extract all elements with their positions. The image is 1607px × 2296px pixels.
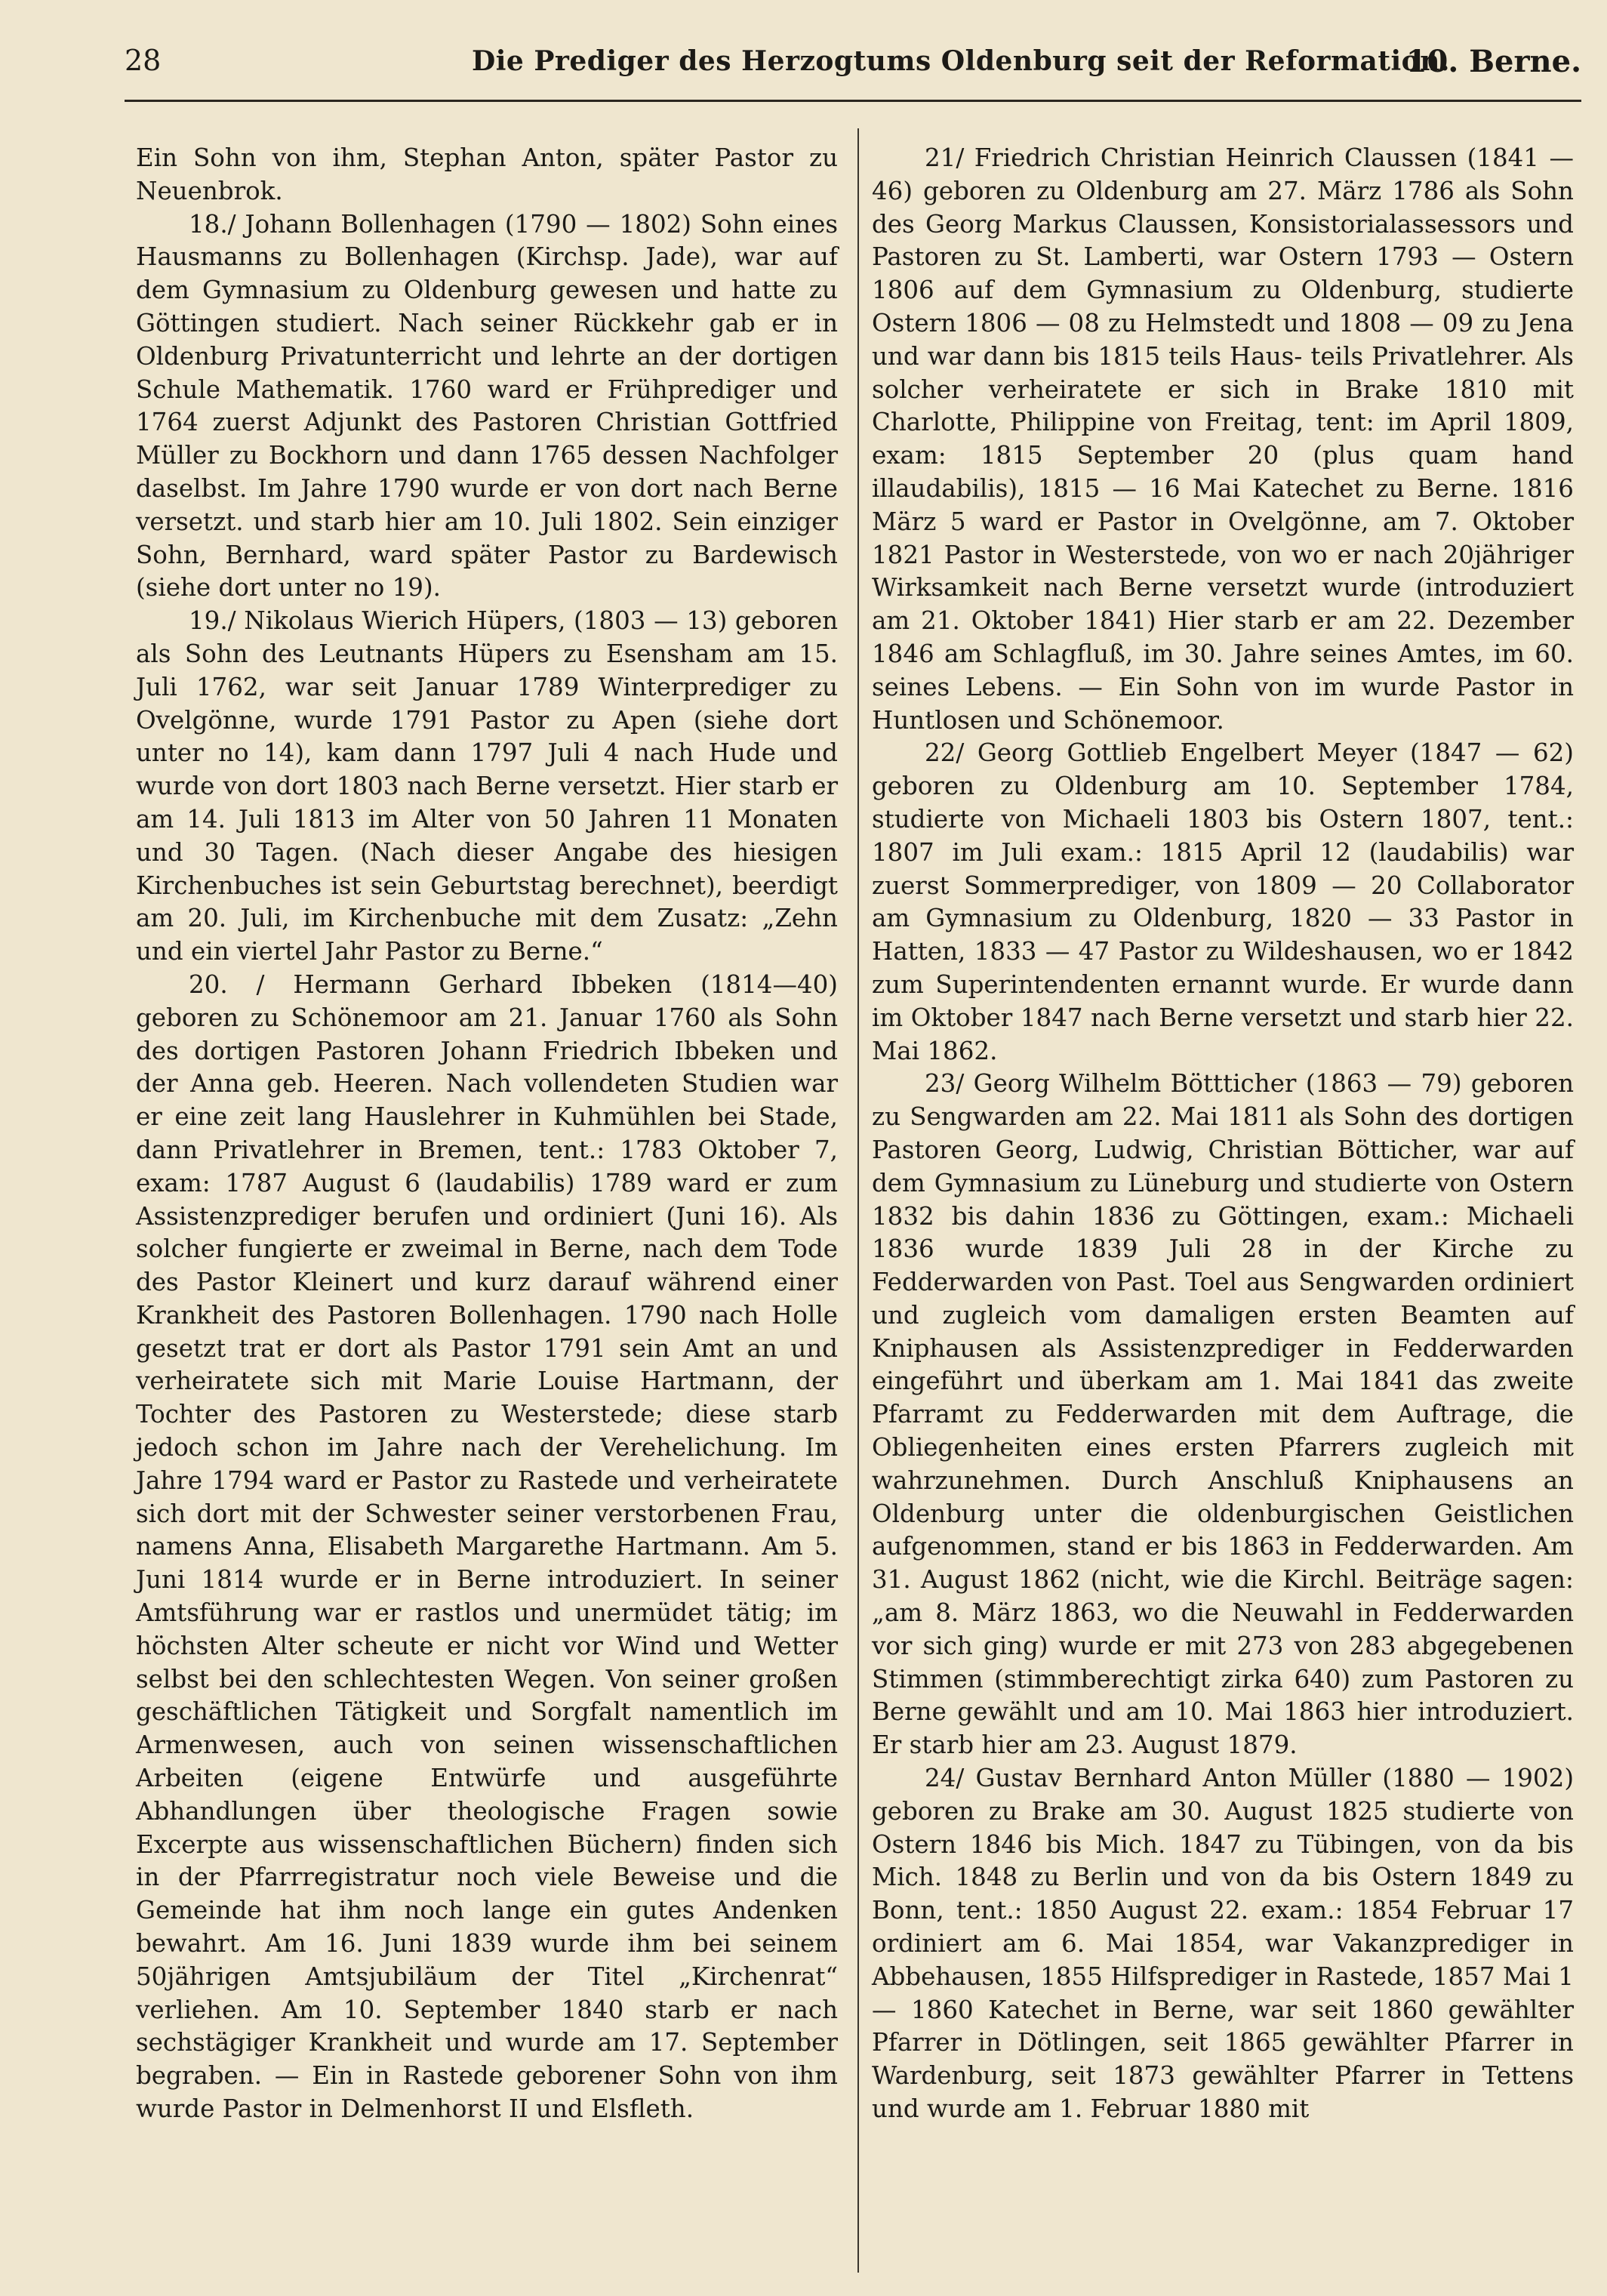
entry-22-meyer: 22/ Georg Gottlieb Engelbert Meyer (1847 — 62) geboren zu Oldenburg am 10. September 1784, studierte von Michaeli 1803 bis Ostern 1807, tent.: 1807 im Juli exam.: 1815 April 12 (laudabilis) war zuerst Sommerprediger, von 1809 — 20 Collaborator am Gymnasium zu Oldenburg, 1820 — 33 Pastor in Hatten, 1833 — 47 Pastor zu Wildeshausen, wo er 1842 zum Superintendenten ernannt wurde. Er wurde dann im Oktober 1847 nach Berne versetzt und starb hier 22. Mai 1862. <box>872 738 1574 1065</box>
running-title: Die Prediger des Herzogtums Oldenburg seit der Reformation. <box>472 45 1450 77</box>
header-rule <box>125 100 1581 102</box>
column-divider <box>857 128 859 2273</box>
paragraph-intro: Ein Sohn von ihm, Stephan Anton, später Pastor zu Neuenbrok. <box>136 143 838 205</box>
entry-23-boetticher: 23/ Georg Wilhelm Böttticher (1863 — 79) geboren zu Sengwarden am 22. Mai 1811 als Sohn des dortigen Pastoren Georg, Ludwig, Christian Bötticher, war auf dem Gymnasium zu Lüneburg und studierte von Ostern 1832 bis dahin 1836 zu Göttingen, exam.: Michaeli 1836 wurde 1839 Juli 28 in der Kirche zu Fedderwarden von Past. Toel aus Sengwarden ordiniert und zugleich vom damaligen ersten Beamten auf Kniphausen als Assistenzprediger in Fedderwarden eingeführt und überkam am 1. Mai 1841 das zweite Pfarramt zu Fedderwarden mit dem Auftrage, die Obliegenheiten eines ersten Pfarrers zugleich mit wahrzunehmen. Durch Anschluß Kniphausens an Oldenburg unter die oldenburgischen Geistlichen aufgenommen, stand er bis 1863 in Fedderwarden. Am 31. August 1862 (nicht, wie die Kirchl. Beiträge sagen: „am 8. März 1863, wo die Neuwahl in Fedderwarden vor sich ging) wurde er mit 273 von 283 abgegebenen Stimmen (stimmberechtigt zirka 640) zum Pastoren zu Berne gewählt und am 10. Mai 1863 hier introduziert. Er starb hier am 23. August 1879. <box>872 1069 1574 1760</box>
section-label: 10. Berne. <box>1405 44 1581 79</box>
page-header <box>125 44 1581 97</box>
entry-20-ibbeken: 20. / Hermann Gerhard Ibbeken (1814—40) geboren zu Schönemoor am 21. Januar 1760 als Sohn des dortigen Pastoren Johann Friedrich Ibbeken und der Anna geb. Heeren. Nach vollendeten Studien war er eine zeit lang Hauslehrer in Kuhmühlen bei Stade, dann Privatlehrer in Bremen, tent.: 1783 Oktober 7, exam: 1787 August 6 (laudabilis) 1789 ward er zum Assistenzprediger berufen und ordiniert (Juni 16). Als solcher fungierte er zweimal in Berne, nach dem Tode des Pastor Kleinert und kurz darauf während einer Krankheit des Pastoren Bollenhagen. 1790 nach Holle gesetzt trat er dort als Pastor 1791 sein Amt an und verheiratete sich mit Marie Louise Hartmann, der Tochter des Pastoren zu Westerstede; diese starb jedoch schon im Jahre nach der Verehelichung. Im Jahre 1794 ward er Pastor zu Rastede und verheiratete sich dort mit der Schwester seiner verstorbenen Frau, namens Anna, Elisabeth Margarethe Hartmann. Am 5. Juni 1814 wurde er in Berne introduziert. In seiner Amtsführung war er rastlos und unermüdet tätig; im höchsten Alter scheute er nicht vor Wind und Wetter selbst bei den schlechtesten Wegen. Von seiner großen geschäftlichen Tätigkeit und Sorgfalt namentlich im Armenwesen, auch von seinen wissenschaftlichen Arbeiten (eigene Entwürfe und ausgeführte Abhandlungen über theologische Fragen sowie Excerpte aus wissenschaftlichen Büchern) finden sich in der Pfarrregistratur noch viele Beweise und die Gemeinde hat ihm noch lange ein gutes Andenken bewahrt. Am 16. Juni 1839 wurde ihm bei seinem 50jährigen Amtsjubiläum der Titel „Kirchenrat“ verliehen. Am 10. September 1840 starb er nach sechstägiger Krankheit und wurde am 17. September begraben. — Ein in Rastede geborener Sohn von ihm wurde Pastor in Delmenhorst II und Elsfleth. <box>136 969 838 2124</box>
entry-18-bollenhagen: 18./ Johann Bollenhagen (1790 — 1802) Sohn eines Hausmanns zu Bollenhagen (Kirchsp. Jade), war auf dem Gymnasium zu Oldenburg gewesen und hatte zu Göttingen studiert. Nach seiner Rückkehr gab er in Oldenburg Privatunterricht und lehrte an der dortigen Schule Mathematik. 1760 ward er Frühprediger und 1764 zuerst Adjunkt des Pastoren Christian Gottfried Müller zu Bockhorn und dann 1765 dessen Nachfolger daselbst. Im Jahre 1790 wurde er von dort nach Berne versetzt. und starb hier am 10. Juli 1802. Sein einziger Sohn, Bernhard, ward später Pastor zu Bardewisch (siehe dort unter no 19). <box>136 209 838 603</box>
entry-21-claussen: 21/ Friedrich Christian Heinrich Claussen (1841 — 46) geboren zu Oldenburg am 27. März 1786 als Sohn des Georg Markus Claussen, Konsistorialassessors und Pastoren zu St. Lamberti, war Ostern 1793 — Ostern 1806 auf dem Gymnasium zu Oldenburg, studierte Ostern 1806 — 08 zu Helmstedt und 1808 — 09 zu Jena und war dann bis 1815 teils Haus- teils Privatlehrer. Als solcher verheiratete er sich in Brake 1810 mit Charlotte, Philippine von Freitag, tent: im April 1809, exam: 1815 September 20 (plus quam hand illaudabilis), 1815 — 16 Mai Katechet zu Berne. 1816 März 5 ward er Pastor in Ovelgönne, am 7. Oktober 1821 Pastor in Westerstede, von wo er nach 20jähriger Wirksamkeit nach Berne versetzt wurde (introduziert am 21. Oktober 1841) Hier starb er am 22. Dezember 1846 am Schlagfluß, im 30. Jahre seines Amtes, im 60. seines Lebens. — Ein Sohn von im wurde Pastor in Huntlosen und Schönemoor. <box>872 143 1574 735</box>
left-column <box>136 142 838 2126</box>
page-number: 28 <box>125 44 162 77</box>
right-column <box>872 142 1574 2126</box>
entry-19-huepers: 19./ Nikolaus Wierich Hüpers, (1803 — 13) geboren als Sohn des Leutnants Hüpers zu Esensham am 15. Juli 1762, war seit Januar 1789 Winterprediger zu Ovelgönne, wurde 1791 Pastor zu Apen (siehe dort unter no 14), kam dann 1797 Juli 4 nach Hude und wurde von dort 1803 nach Berne versetzt. Hier starb er am 14. Juli 1813 im Alter von 50 Jahren 11 Monaten und 30 Tagen. (Nach dieser Angabe des hiesigen Kirchenbuches ist sein Geburtstag berechnet), beerdigt am 20. Juli, im Kirchenbuche mit dem Zusatz: „Zehn und ein viertel Jahr Pastor zu Berne.“ <box>136 606 838 966</box>
entry-24-mueller: 24/ Gustav Bernhard Anton Müller (1880 — 1902) geboren zu Brake am 30. August 1825 studierte von Ostern 1846 bis Mich. 1847 zu Tübingen, von da bis Mich. 1848 zu Berlin und von da bis Ostern 1849 zu Bonn, tent.: 1850 August 22. exam.: 1854 Februar 17 ordiniert am 6. Mai 1854, war Vakanzprediger in Abbehausen, 1855 Hilfsprediger in Rastede, 1857 Mai 1 — 1860 Katechet in Berne, war seit 1860 gewählter Pfarrer in Dötlingen, seit 1865 gewählter Pfarrer in Wardenburg, seit 1873 gewählter Pfarrer in Tettens und wurde am 1. Februar 1880 mit <box>872 1764 1574 2124</box>
